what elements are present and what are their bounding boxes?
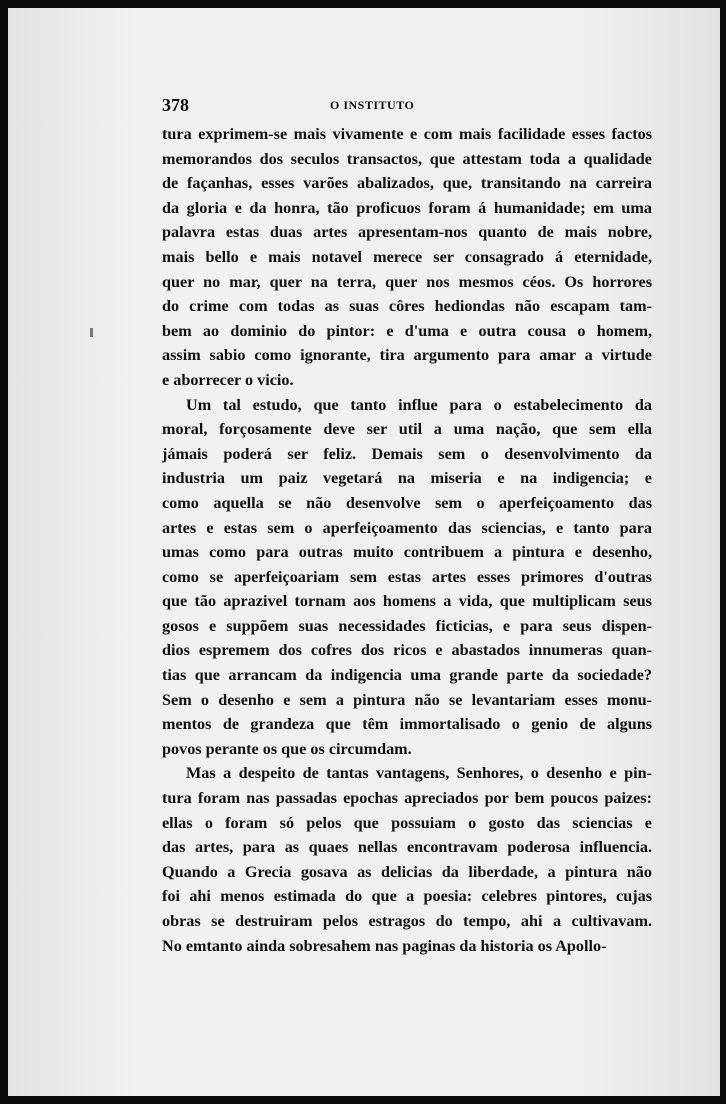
text-line: dios espremem dos cofres dos ricos e abastados innumeras quan- xyxy=(162,641,652,660)
text-line: umas como para outras muito contribuem a pintura e desenho, xyxy=(162,543,652,562)
text-line: mais bello e mais notavel merece ser consagrado á eternidade, xyxy=(162,247,652,266)
text-line: tura exprimem-se mais vivamente e com mais facilidade esses factos xyxy=(162,125,652,143)
text-line: como aquella se não desenvolve sem o aperfeiçoamento das xyxy=(162,493,652,512)
text-line: moral, forçosamente deve ser util a uma nação, que sem ella xyxy=(162,420,652,439)
text-line: Sem o desenho e sem a pintura não se levantariam esses monu- xyxy=(162,690,652,709)
text-line: Mas a despeito de tantas vantagens, Senhores, o desenho e pin- xyxy=(186,764,652,783)
page-number: 378 xyxy=(162,95,189,115)
text-line: jámais poderá ser feliz. Demais sem o desenvolvimento da xyxy=(162,444,652,463)
text-line: foi ahi menos estimada do que a poesia: celebres pintores, cujas xyxy=(162,887,652,906)
text-line: povos perante os que os circumdam. xyxy=(162,739,412,758)
text-line: e aborrecer o vicio. xyxy=(162,370,294,389)
text-line: Quando a Grecia gosava as delicias da liberdade, a pintura não xyxy=(162,862,652,881)
text-line: assim sabio como ignorante, tira argumento para amar a virtude xyxy=(162,346,652,365)
text-line: gosos e suppõem suas necessidades ficticias, e para seus dispen- xyxy=(162,616,652,635)
text-line: palavra estas duas artes apresentam-nos quanto de mais nobre, xyxy=(162,223,652,242)
text-line: ellas o foram só pelos que possuiam o gosto das sciencias e xyxy=(162,813,652,832)
text-line: do crime com todas as suas côres hediondas não escapam tam- xyxy=(162,297,652,316)
page-header xyxy=(162,95,652,119)
text-line: da gloria e da honra, tão proficuos foram á humanidade; em uma xyxy=(162,198,652,217)
paragraph xyxy=(162,122,652,393)
text-line: das artes, para as quaes nellas encontravam poderosa influencia. xyxy=(162,838,652,857)
text-line: que tão aprazivel tornam aos homens a vida, que multiplicam seus xyxy=(162,592,652,611)
text-line: artes e estas sem o aperfeiçoamento das sciencias, e tanto para xyxy=(162,518,652,537)
page-body-text xyxy=(162,122,652,958)
text-line: obras se destruiram pelos estragos do tempo, ahi a cultivavam. xyxy=(162,912,652,930)
text-line: de façanhas, esses varões abalizados, que, transitando na carreira xyxy=(162,174,652,193)
text-line: No emtanto ainda sobresahem nas paginas da historia os Apollo- xyxy=(162,936,607,955)
text-line: Um tal estudo, que tanto influe para o estabelecimento da xyxy=(186,395,652,414)
text-line: tura foram nas passadas epochas apreciados por bem poucos paizes: xyxy=(162,789,652,808)
text-line: bem ao dominio do pintor: e d'uma e outra cousa o homem, xyxy=(162,321,652,340)
text-line: memorandos dos seculos transactos, que attestam toda a qualidade xyxy=(162,149,652,168)
paragraph xyxy=(162,761,652,958)
text-line: como se aperfeiçoariam sem estas artes esses primores d'outras xyxy=(162,567,652,586)
running-title: O INSTITUTO xyxy=(330,98,415,112)
paragraph xyxy=(162,393,652,762)
text-line: tias que arrancam da indigencia uma grande parte da sociedade? xyxy=(162,666,652,685)
text-line: industria um paiz vegetará na miseria e na indigencia; e xyxy=(162,469,652,488)
text-line: mentos de grandeza que têm immortalisado o genio de alguns xyxy=(162,715,652,734)
book-page xyxy=(8,8,720,1096)
margin-mark xyxy=(90,328,93,337)
text-line: quer no mar, quer na terra, quer nos mesmos céos. Os horrores xyxy=(162,272,652,291)
